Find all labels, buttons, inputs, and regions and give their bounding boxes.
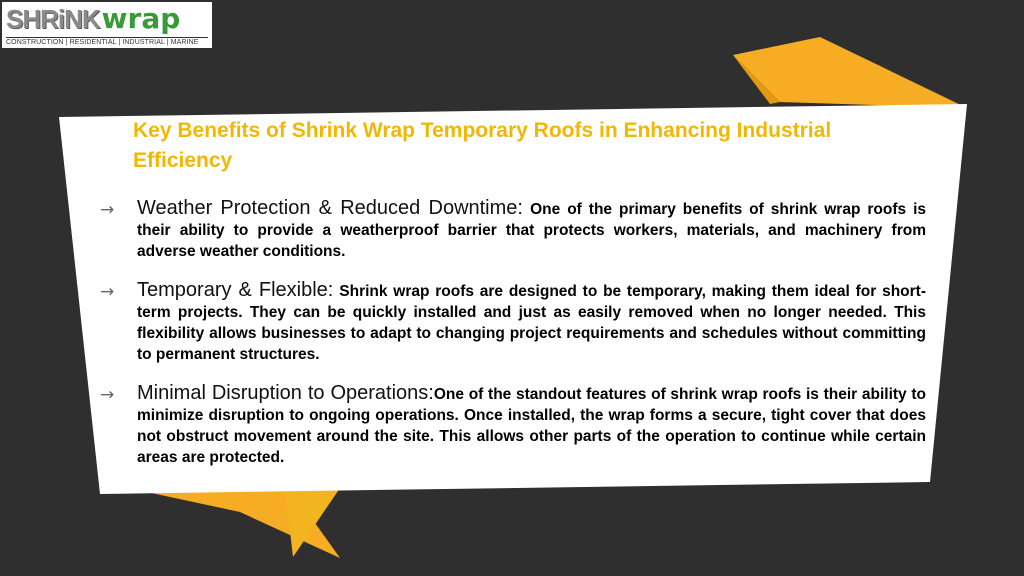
benefit-description: One of the primary benefits of shrink wrap roofs is their ability to provide a weatherproof barrier that protects workers, materials, and machinery from adverse weather conditions. <box>137 201 927 260</box>
benefit-description: Shrink wrap roofs are designed to be temporary, making them ideal for short-term projects. They can be quickly installed and just as easily removed when no longer needed. This flexibility allows businesses to adapt to changing project requirements and schedules without committing to permanent structures. <box>137 283 926 363</box>
slide-title: Key Benefits of Shrink Wrap Temporary Roofs in Enhancing Industrial Efficiency <box>133 119 832 172</box>
logo-tagline: CONSTRUCTION | RESIDENTIAL | INDUSTRIAL | MARINE <box>6 39 199 46</box>
benefit-text <box>137 280 926 365</box>
logo-shrink-text: SHRiNK <box>6 4 100 34</box>
benefit-text <box>137 198 926 262</box>
benefit-heading: Minimal Disruption to Operations: <box>137 382 434 404</box>
benefit-heading: Temporary & Flexible: <box>137 279 334 301</box>
benefit-heading: Weather Protection & Reduced Downtime: <box>137 197 523 219</box>
right-arrow-icon: → <box>100 200 115 220</box>
logo-wrap-text: wrap <box>101 2 181 35</box>
benefit-description: One of the standout features of shrink wrap roofs is their ability to minimize disruption to ongoing operations. Once installed, the wrap forms a secure, tight cover that does not obstruct movement around the site. This allows other parts of the operation to continue while certain areas are protected. <box>137 386 926 466</box>
right-arrow-icon: → <box>100 282 115 302</box>
benefit-item <box>100 280 926 365</box>
benefit-text <box>137 383 926 468</box>
benefits-list <box>100 198 926 486</box>
benefit-item <box>100 383 926 468</box>
benefit-item <box>100 198 926 262</box>
right-arrow-icon: → <box>100 385 115 405</box>
